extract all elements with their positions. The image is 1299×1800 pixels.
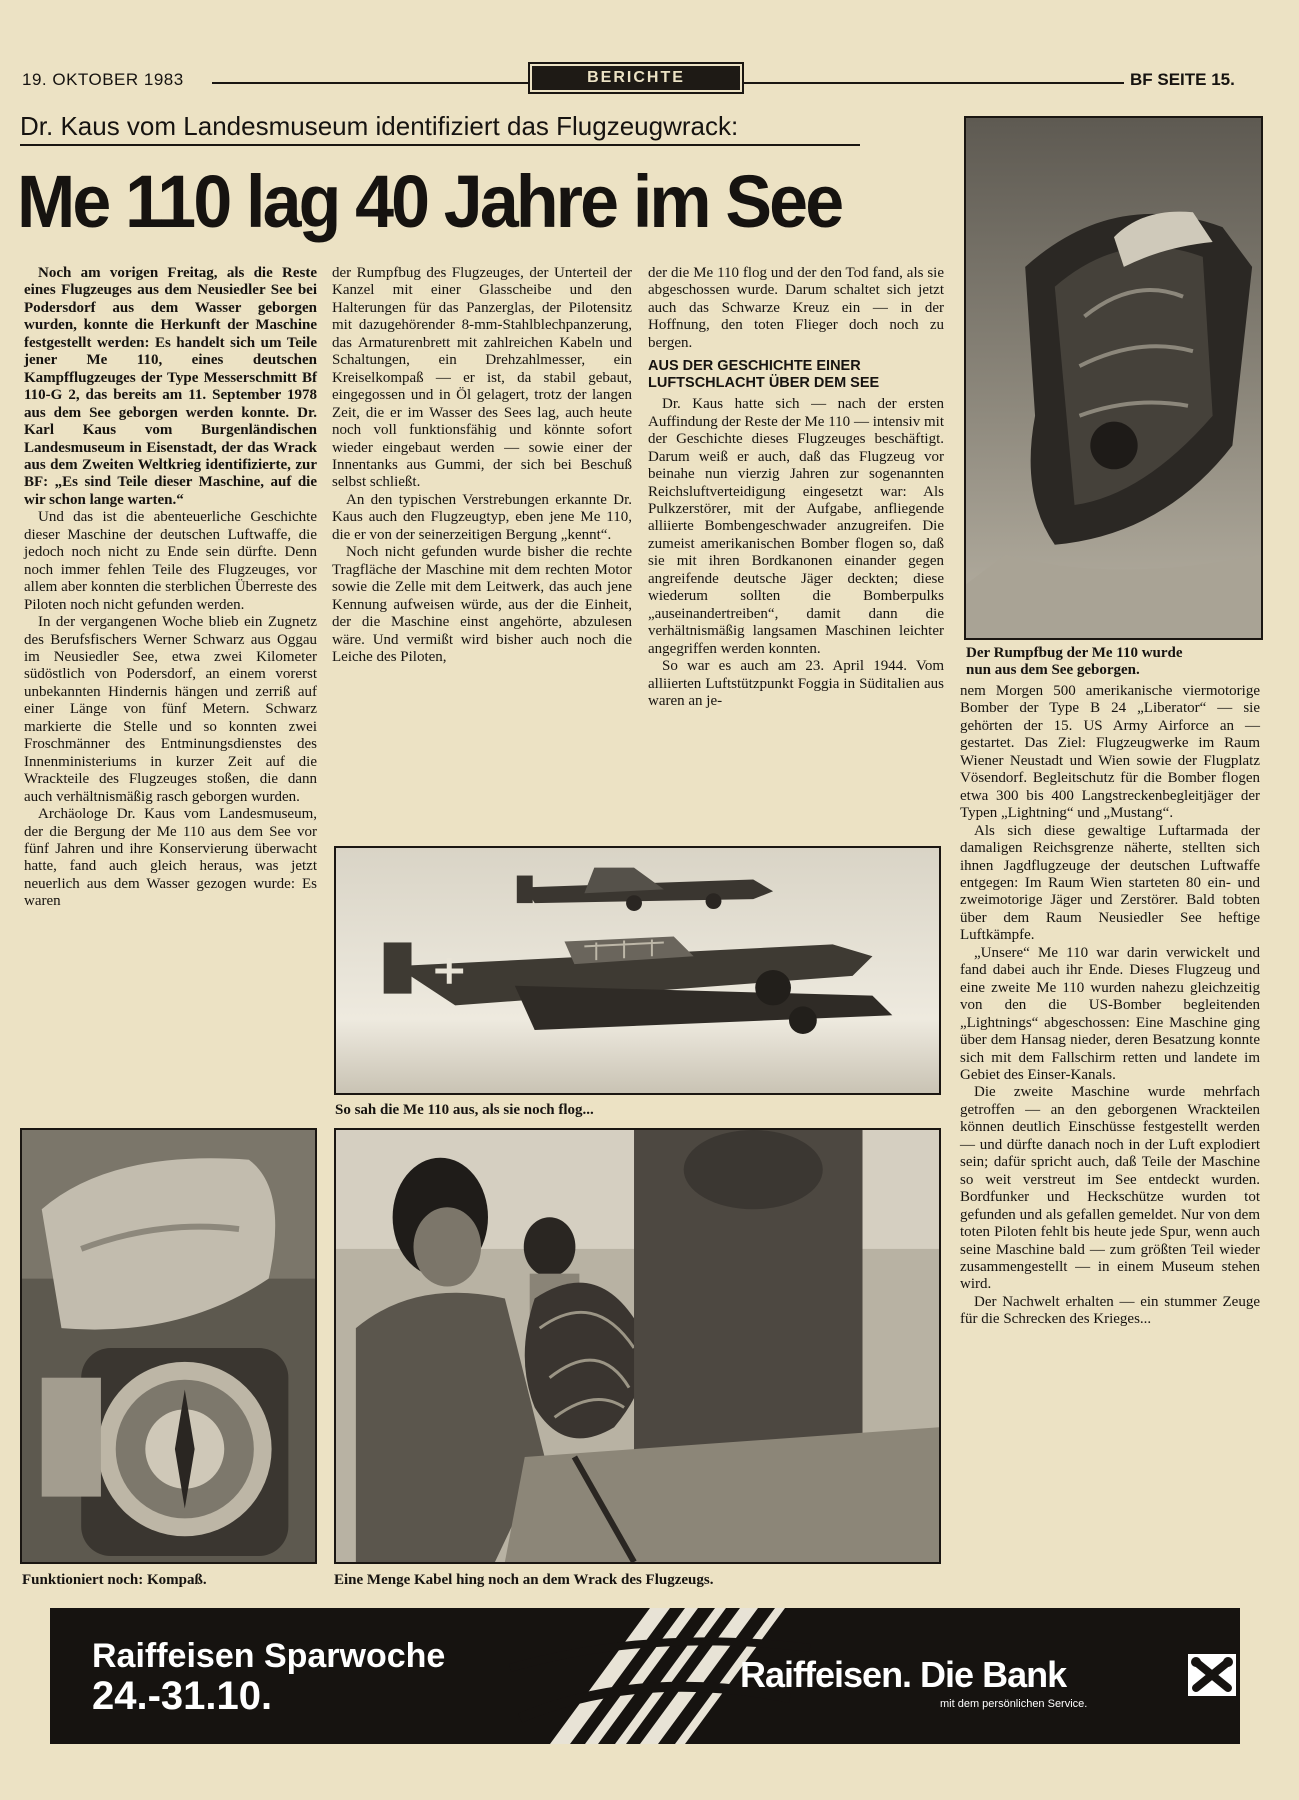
wreck-photo — [964, 116, 1263, 640]
page-number: BF SEITE 15. — [1130, 70, 1235, 89]
article-paragraph: der Rumpfbug des Flugzeuges, der Unterteil der Kanzel mit einer Glasscheibe und den Halterungen für das Panzerglas, der Pilotensitz mit dazugehörender 8-mm-Stahlblechpanzerung, das Armaturenbrett mit zahlreichen Kabeln und Schaltungen, ein Drehzahlmesser, ein Kreiselkompaß — er ist, da stabil gebaut, eingegossen und in Öl gelagert, trotz der langen Zeit, die er im Wasser des Sees lag, auch heute noch voll funktionsfähig und könnte sofort wieder eingebaut werden — sowie einer der Innentanks aus Gummi, der sich bei Beschuß selbst schließt. — [332, 265, 632, 491]
article-paragraph: Und das ist die abenteuerliche Geschichte dieser Maschine der deutschen Luftwaffe, die jedoch noch nicht zu Ende sein dürfte. Denn noch immer fehlen Teile des Flugzeuges, vor allem aber konnten die sterblichen Überreste des Piloten noch nicht gefunden werden. — [24, 509, 317, 613]
article-paragraph: So war es auch am 23. April 1944. Vom alliierten Luftstützpunkt Foggia in Süditalien aus waren an je- — [648, 658, 944, 709]
article-column-4 — [960, 683, 1260, 1329]
issue-date: 19. OKTOBER 1983 — [22, 70, 184, 89]
ad-campaign-text — [92, 1636, 445, 1716]
cables-photo — [334, 1128, 941, 1564]
compass-photo-image — [22, 1130, 315, 1562]
article-headline: Me 110 lag 40 Jahre im See — [17, 160, 842, 243]
article-paragraph: Die zweite Maschine wurde mehrfach getroffen — an den geborgenen Wrackteilen können deutlich Einschüsse festgestellt werden — und dürfte danach noch in der Luft explodiert sein; dafür spricht auch, daß Teile der Maschine so weit verstreut im See entdeckt wurden. Bordfunker und Heckschütze wurden tot gefunden und als gefallen gemeldet. Nur von dem toten Piloten fehlt bis heute jede Spur, wenn auch seine Maschine bald — zum größten Teil wieder zusammengestellt — in einem Museum stehen wird. — [960, 1084, 1260, 1293]
article-paragraph: Archäologe Dr. Kaus vom Landesmuseum, der die Bergung der Me 110 aus dem See vor fünf Jahren und ihre Konservierung überwacht hatte, fand auch gleich heraus, was jetzt neuerlich aus dem Wasser gezogen wurde: Es waren — [24, 806, 317, 910]
ad-tagline: mit dem persönlichen Service. — [940, 1698, 1088, 1710]
compass-caption: Funktioniert noch: Kompaß. — [22, 1572, 207, 1588]
section-badge — [528, 62, 744, 94]
header-rule-left — [212, 82, 528, 84]
article-paragraph: nem Morgen 500 amerikanische viermotorige Bomber der Type B 24 „Liberator“ — sie gehörten der 15. US Army Airforce an — gestartet. Das Ziel: Flugzeugwerke im Raum Wiener Neustadt und Wien sowie der Flugplatz Vösendorf. Begleitschutz für die Bomber flogen etwa 300 bis 400 Langstreckenbegleitjäger der Typen „Lightning“ und „Mustang“. — [960, 683, 1260, 822]
wreck-caption-line — [966, 645, 1183, 679]
article-column-1 — [24, 265, 317, 911]
raiffeisen-cross-icon — [1188, 1654, 1236, 1696]
section-label: BERICHTE — [532, 66, 740, 90]
header-rule-right — [744, 82, 1124, 84]
article-paragraph: der die Me 110 flog und der den Tod fand, als sie abgeschossen wurde. Darum schaltet sich jetzt auch das Schwarze Kreuz ein — in der Hoffnung, den toten Flieger doch noch zu bergen. — [648, 265, 944, 351]
article-paragraph: Als sich diese gewaltige Luftarmada der damaligen Reichsgrenze näherte, stellten sich ihnen Jagdflugzeuge der deutschen Luftwaffe entgegen: Im Raum Wien starteten 80 ein- und zweimotorige Jäger und Zerstörer. Bald tobten über dem Raum Neusiedler See heftige Luftkämpfe. — [960, 822, 1260, 944]
cables-caption: Eine Menge Kabel hing noch an dem Wrack des Flugzeugs. — [334, 1572, 714, 1588]
article-paragraph: Noch nicht gefunden wurde bisher die rechte Tragfläche der Maschine mit dem rechten Motor sowie die Zelle mit dem Leitwerk, das auch jene Kennung aufweisen würde, aus der die Einheit, der die Maschine einst angehörte, abzulesen wäre. Und vermißt wird bisher auch noch die Leiche des Piloten, — [332, 544, 632, 665]
ad-brand-slogan: Raiffeisen. Die Bank — [740, 1654, 1067, 1695]
article-paragraph: Der Nachwelt erhalten — ein stummer Zeuge für die Schrecken des Krieges... — [960, 1293, 1260, 1328]
article-lead-paragraph: Noch am vorigen Freitag, als die Reste eines Flugzeuges aus dem Neusiedler See bei Podersdorf aus dem Wasser geborgen wurden, konnte die Herkunft der Maschine festgestellt werden: Es handelt sich um Teile jener Me 110, eines deutschen Kampfflugzeuges der Type Messerschmitt Bf 110-G 2, das bereits am 11. September 1978 aus dem See geborgen werden konnte. Dr. Karl Kaus vom Burgenländischen Landesmuseum in Eisenstadt, der das Wrack aus dem Zweiten Weltkrieg identifizierte, zur BF: „Es sind Teile dieser Maschine, auf die wir schon lange warten.“ — [24, 265, 317, 508]
kicker-rule — [20, 144, 860, 146]
article-kicker: Dr. Kaus vom Landesmuseum identifiziert das Flugzeugwrack: — [20, 111, 739, 141]
article-paragraph: An den typischen Verstrebungen erkannte Dr. Kaus auch den Flugzeugtyp, eben jene Me 110, die er von der seinerzeitigen Bergung „kennt“. — [332, 491, 632, 543]
article-column-3 — [648, 265, 944, 710]
plane-photo — [334, 846, 941, 1095]
article-paragraph: „Unsere“ Me 110 war darin verwickelt und fand dabei auch ihr Ende. Dieses Flugzeug und eine zweite Me 110 wurden nahezu gleichzeitig von den die US-Bomber begleitenden „Lightnings“ abgeschossen: Eine Maschine ging über dem Hansag nieder, deren Besatzung konnte sich mit dem Fallschirm retten und landete im Gebiet des Einser-Kanals. — [960, 944, 1260, 1083]
article-paragraph: In der vergangenen Woche blieb ein Zugnetz des Berufsfischers Werner Schwarz aus Oggau im Neusiedler See, etwa zwei Kilometer südöstlich von Podersdorf, an einem vorerst unbekannten Hindernis hängen und zerriß auf einer Länge von fünf Metern. Schwarz markierte die Stelle und so konnten zwei Froschmänner des Entminungsdienstes des Innenministeriums in kurzer Zeit auf die Wrackteile des Flugzeuges stoßen, die dann auch verhältnismäßig rasch geborgen wurden. — [24, 614, 317, 805]
raiffeisen-ad[interactable] — [50, 1608, 1240, 1744]
article-subheading: AUS DER GESCHICHTE EINER LUFTSCHLACHT ÜBER DEM SEE — [648, 358, 880, 392]
plane-photo-image — [336, 848, 939, 1093]
cables-photo-image — [336, 1130, 939, 1562]
article-paragraph: Dr. Kaus hatte sich — nach der ersten Auffindung der Reste der Me 110 — intensiv mit der Geschichte dieses Flugzeuges beschäftigt. Darum weiß er auch, daß das Flugzeug vor beinahe nun vierzig Jahren zur sogenannten Reichsluftverteidigung eingesetzt war: Als Pulkzerstörer, mit der Aufgabe, anfliegende alliierte Bombengeschwader anzugreifen. Die zumeist amerikanischen Bomber flogen so, daß sie mit ihren Bordkanonen einander gegen angreifende deutsche Jäger deckten; diese wiederum sollten die Bomberpulks „auseinandertreiben“, damit dann die verhältnismäßig langsamen Maschinen leichter angegriffen werden konnten. — [648, 396, 944, 657]
wreck-photo-image — [966, 118, 1261, 638]
compass-photo — [20, 1128, 317, 1564]
article-column-2 — [332, 265, 632, 666]
ad-campaign-title: Raiffeisen Sparwoche — [92, 1637, 446, 1675]
ad-campaign-dates: 24.-31.10. — [92, 1674, 273, 1718]
wreck-caption-line-1: Der Rumpfbug der Me 110 wurde — [966, 645, 1183, 661]
wreck-caption-line-2: nun aus dem See geborgen. — [966, 662, 1140, 678]
plane-caption: So sah die Me 110 aus, als sie noch flog... — [335, 1102, 594, 1118]
